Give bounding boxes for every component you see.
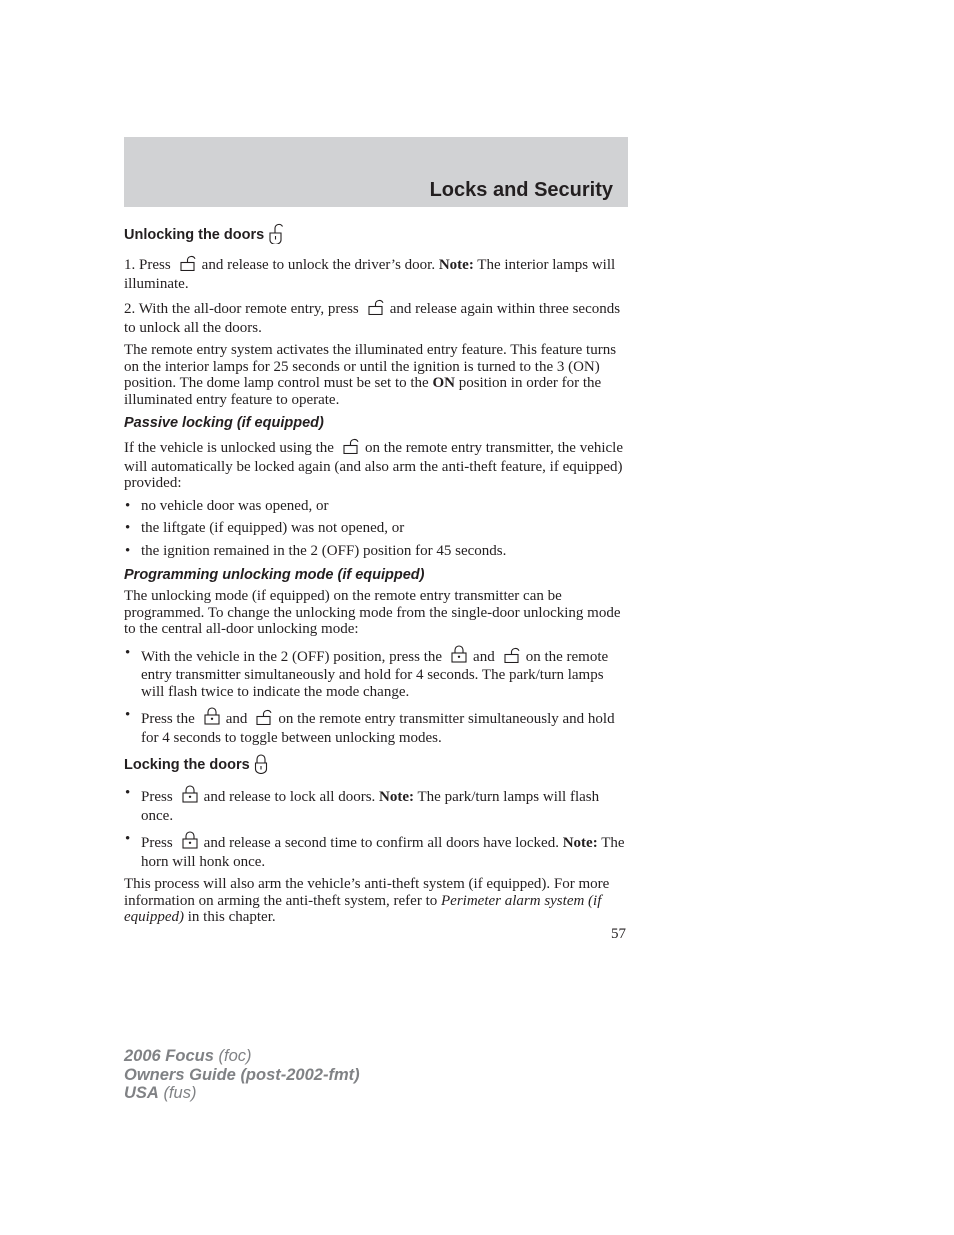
lock-icon [204,707,220,730]
section-heading-programming: Programming unlocking mode (if equipped) [124,567,425,583]
list-item: • With the vehicle in the 2 (OFF) position, press the and on the remote entry transmitter simultaneously and hold for 4 seconds. The park/turn lamps will flash twice to indicate the mode change. [125,644,609,700]
page-title: Locks and Security [429,179,613,201]
footer-line-guide: Owners Guide (post-2002-fmt) [124,1065,360,1084]
list-item: • Press the and on the remote entry transmitter simultaneously and hold for 4 seconds to toggle between unlocking modes. [125,707,615,746]
list-item: • no vehicle door was opened, or [125,497,329,514]
footer-line-market: USA (fus) [124,1084,197,1102]
passive-intro: If the vehicle is unlocked using the on the remote entry transmitter, the vehicle will automatically be locked again (and also arm the anti-theft feature, if equipped) provided: [124,440,624,491]
footer-line-model: 2006 Focus (foc) [124,1047,252,1065]
unlock-icon [180,255,196,276]
unlock-icon [504,647,520,668]
lock-icon [254,754,268,779]
illuminated-entry-paragraph: The remote entry system activates the illuminated entry feature. This feature turns on the interior lamps for 25 seconds or until the ignition is turned to the 3 (ON) position. The dome lamp control must be set to the ON position in order for the illuminated entry feature to operate. [124,342,617,408]
unlock-icon [268,222,284,249]
list-item: • Press and release a second time to confirm all doors have locked. Note: The horn will honk once. [125,831,625,870]
list-item: • the ignition remained in the 2 (OFF) position for 45 seconds. [125,542,507,559]
unlock-icon [368,299,384,320]
list-item: • the liftgate (if equipped) was not opened, or [125,520,405,536]
list-item: • Press and release to lock all doors. Note: The park/turn lamps will flash once. [125,785,600,824]
anti-theft-paragraph: This process will also arm the vehicle’s anti-theft system (if equipped). For more information on arming the anti-theft system, refer to Perimeter alarm system (if equipped) in this chapter. [124,876,610,925]
section-heading-passive: Passive locking (if equipped) [124,415,324,431]
unlock-icon [256,709,272,730]
main-content [124,222,629,926]
section-heading-locking: Locking the doors [124,754,629,779]
unlock-step-2: 2. With the all-door remote entry, press and release again within three seconds to unlock all the doors. [124,301,621,336]
header-band [124,137,628,207]
section-heading-unlocking: Unlocking the doors [124,222,629,249]
lock-icon [182,785,198,808]
lock-icon [451,645,467,668]
programming-intro: The unlocking mode (if equipped) on the remote entry transmitter can be programmed. To change the unlocking mode from the single-door unlocking mode to the central all-door unlocking mode: [124,588,621,637]
unlock-icon [343,438,359,459]
unlock-step-1: 1. Press and release to unlock the driver’s door. Note: The interior lamps will illuminate. [124,257,616,292]
lock-icon [182,831,198,854]
document-footer [124,1047,360,1103]
page-number: 57 [611,926,626,942]
cross-reference-link: Perimeter alarm system (if equipped) [124,892,602,925]
